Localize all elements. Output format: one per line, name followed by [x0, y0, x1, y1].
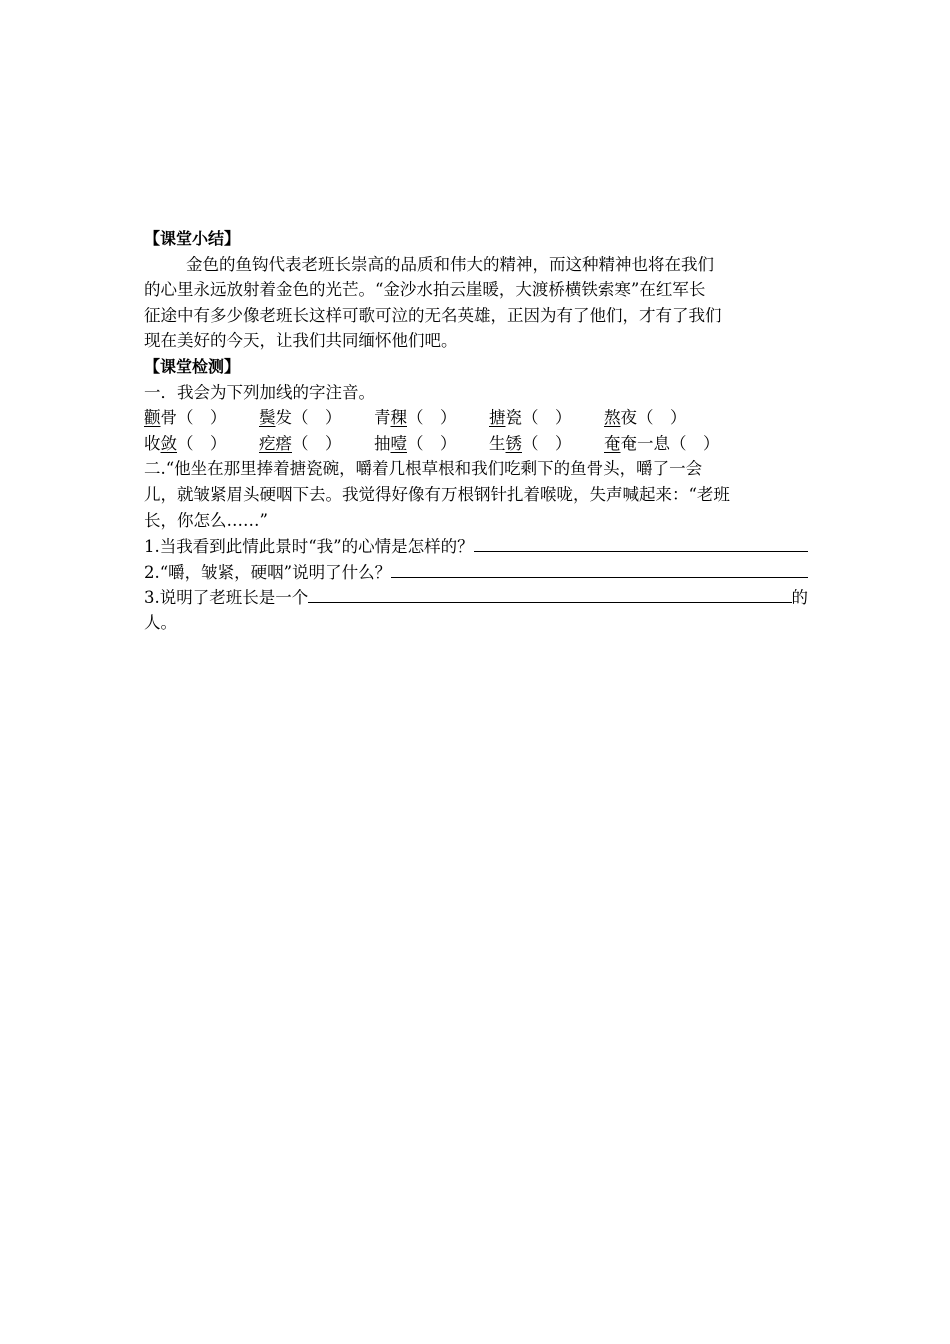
summary-heading: 【课堂小结】: [144, 229, 241, 248]
pinyin-row-1: [144, 405, 808, 431]
summary-line-3: 征途中有多少像老班长这样可歌可泣的无名英雄，正因为有了他们，才有了我们: [144, 305, 722, 325]
pinyin-item: 鬓发（ ）: [259, 408, 342, 428]
pinyin-item: 收敛（ ）: [144, 433, 227, 453]
pinyin-item: 抽噎（ ）: [374, 433, 457, 453]
question-2-line-3: 长，你怎么……”: [144, 510, 268, 530]
sub-question-1: [144, 533, 808, 559]
sub-question-3-text: 3.说明了老班长是一个: [144, 588, 309, 608]
sub-question-3-continuation: 人。: [144, 612, 177, 632]
sub-question-3: [144, 584, 808, 610]
summary-line-4: 现在美好的今天，让我们共同缅怀他们吧。: [144, 331, 458, 351]
question-1-title: 一．我会为下列加线的字注音。: [144, 382, 375, 402]
answer-blank-1[interactable]: [474, 533, 808, 552]
pinyin-item: 熬夜（ ）: [604, 408, 687, 428]
question-2-line-2: 儿，就皱紧眉头硬咽下去。我觉得好像有万根钢针扎着喉咙，失声喊起来：“老班: [144, 484, 730, 504]
summary-line-1: 金色的鱼钩代表老班长崇高的品质和伟大的精神，而这种精神也将在我们: [186, 254, 714, 274]
answer-blank-2[interactable]: [391, 559, 808, 578]
sub-question-2-text: 2.“嚼，皱紧，硬咽”说明了什么？: [144, 562, 392, 582]
sub-question-3-suffix: 的: [791, 588, 808, 608]
pinyin-item: 青稞（ ）: [374, 408, 457, 428]
question-2-line-1: 二.“他坐在那里捧着搪瓷碗，嚼着几根草根和我们吃剩下的鱼骨头，嚼了一会: [144, 459, 703, 479]
pinyin-item: 奄奄一息（ ）: [604, 433, 720, 453]
worksheet-content: [144, 226, 808, 636]
test-heading: 【课堂检测】: [144, 356, 241, 376]
sub-question-2: [144, 559, 808, 585]
sub-question-1-text: 1.当我看到此情此景时“我”的心情是怎样的？: [144, 537, 474, 557]
pinyin-item: 搪瓷（ ）: [489, 408, 572, 428]
pinyin-row-2: [144, 431, 808, 457]
pinyin-item: 颧骨（ ）: [144, 408, 227, 428]
pinyin-item: 疙瘩（ ）: [259, 433, 342, 453]
summary-line-2: 的心里永远放射着金色的光芒。“金沙水拍云崖暖，大渡桥横铁索寒”在红军长: [144, 280, 706, 300]
answer-blank-3[interactable]: [308, 584, 791, 603]
pinyin-item: 生锈（ ）: [489, 433, 572, 453]
